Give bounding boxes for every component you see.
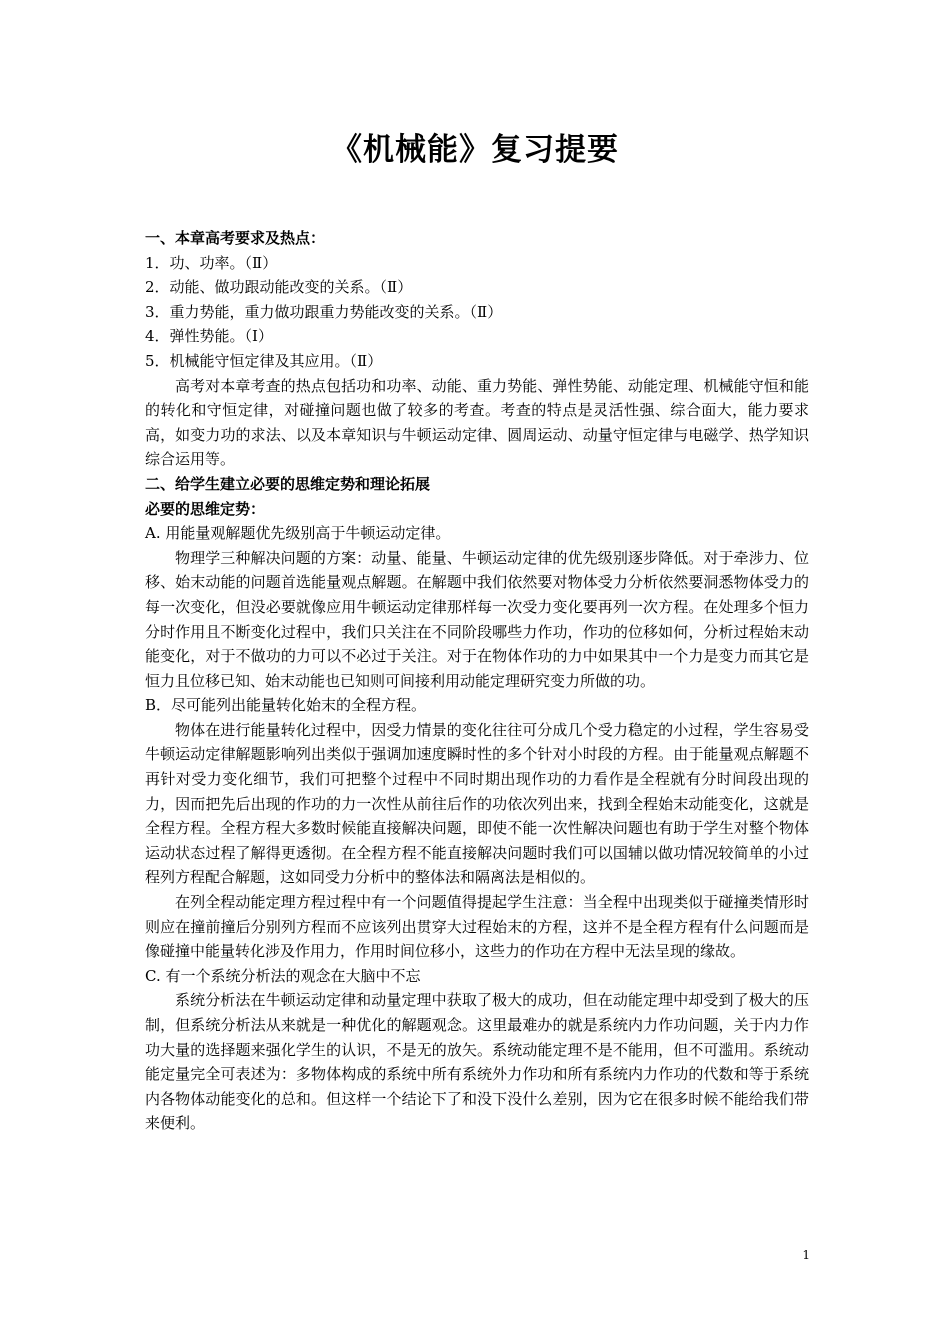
section-heading: 二、给学生建立必要的思维定势和理论拓展 (145, 474, 431, 493)
body-paragraph: 高考对本章考查的热点包括功和功率、动能、重力势能、弹性势能、动能定理、机械能守恒和能的转化和守恒定律，对碰撞问题也做了较多的考查。考查的特点是灵活性强、综合面大，能力要求高，如变力功的求法、以及本章知识与牛顿运动定律、圆周运动、动量守恒定律与电磁学、热学知识综合运用等。 (145, 376, 809, 469)
requirement-item: 1．功、功率。（Ⅱ） (145, 253, 278, 272)
document-body (145, 226, 809, 1136)
body-paragraph: 在列全程动能定理方程过程中有一个问题值得提起学生注意：当全程中出现类似于碰撞类情形时则应在撞前撞后分别列方程而不应该列出贯穿大过程始末的方程，这并不是全程方程有什么问题而是像碰撞中能量转化涉及作用力，作用时间位移小，这些力的作功在方程中无法呈现的缘故。 (145, 893, 809, 961)
subsection-heading: 必要的思维定势： (145, 499, 266, 518)
body-paragraph: 物体在进行能量转化过程中，因受力情景的变化往往可分成几个受力稳定的小过程，学生容易受牛顿运动定律解题影响列出类似于强调加速度瞬时性的多个针对小时段的方程。由于能量观点解题不再针对受力变化细节，我们可把整个过程中不同时期出现作功的力看作是全程就有分时间段出现的力，因而把先后出现的作功的力一次性从前往后作的功依次列出来，找到全程始末动能变化，这就是全程方程。全程方程大多数时候能直接解决问题，即使不能一次性解决问题也有助于学生对整个物体运动状态过程了解得更透彻。在全程方程不能直接解决问题时我们可以国辅以做功情况较简单的小过程列方程配合解题，这如同受力分析中的整体法和隔离法是相似的。 (145, 720, 809, 887)
requirement-item: 3．重力势能，重力做功跟重力势能改变的关系。（Ⅱ） (145, 302, 503, 321)
body-paragraph: 系统分析法在牛顿运动定律和动量定理中获取了极大的成功，但在动能定理中却受到了极大的压制，但系统分析法从来就是一种优化的解题观念。这里最难办的就是系统内力作功问题，关于内力作功大量的选择题来强化学生的认识，不是无的放矢。系统动能定理不是不能用，但不可滥用。系统动能定量完全可表述为：多物体构成的系统中所有系统外力作功和所有系统内力作功的代数和等于系统内各物体动能变化的总和。但这样一个结论下了和没下没什么差别，因为它在很多时候不能给我们带来便利。 (145, 991, 809, 1133)
point-label: C. 有一个系统分析法的观念在大脑中不忘 (145, 966, 421, 985)
section-heading: 一、本章高考要求及热点： (145, 229, 326, 247)
requirement-item: 2．动能、做功跟动能改变的关系。（Ⅱ） (145, 278, 413, 297)
body-paragraph: 物理学三种解决问题的方案：动量、能量、牛顿运动定律的优先级别逐步降低。对于牵涉力、位移、始末动能的问题首选能量观点解题。在解题中我们依然要对物体受力分析依然要洞悉物体受力的每一次变化，但没必要就像应用牛顿运动定律那样每一次受力变化要再列一次方程。在处理多个恒力分时作用且不断变化过程中，我们只关注在不同阶段哪些力作功，作功的位移如何，分析过程始末动能变化，对于不做功的力可以不必过于关注。对于在物体作功的力中如果其中一个力是变力而其它是恒力且位移已知、始末动能也已知则可间接利用动能定理研究变力所做的功。 (145, 548, 809, 690)
point-label: B．尽可能列出能量转化始末的全程方程。 (145, 696, 427, 715)
page-number: 1 (802, 1248, 810, 1262)
requirement-item: 5．机械能守恒定律及其应用。（Ⅱ） (145, 351, 383, 370)
document-title: 《机械能》复习提要 (331, 132, 619, 168)
point-label: A. 用能量观解题优先级别高于牛顿运动定律。 (145, 524, 451, 543)
requirement-item: 4．弹性势能。（Ⅰ） (145, 327, 273, 346)
